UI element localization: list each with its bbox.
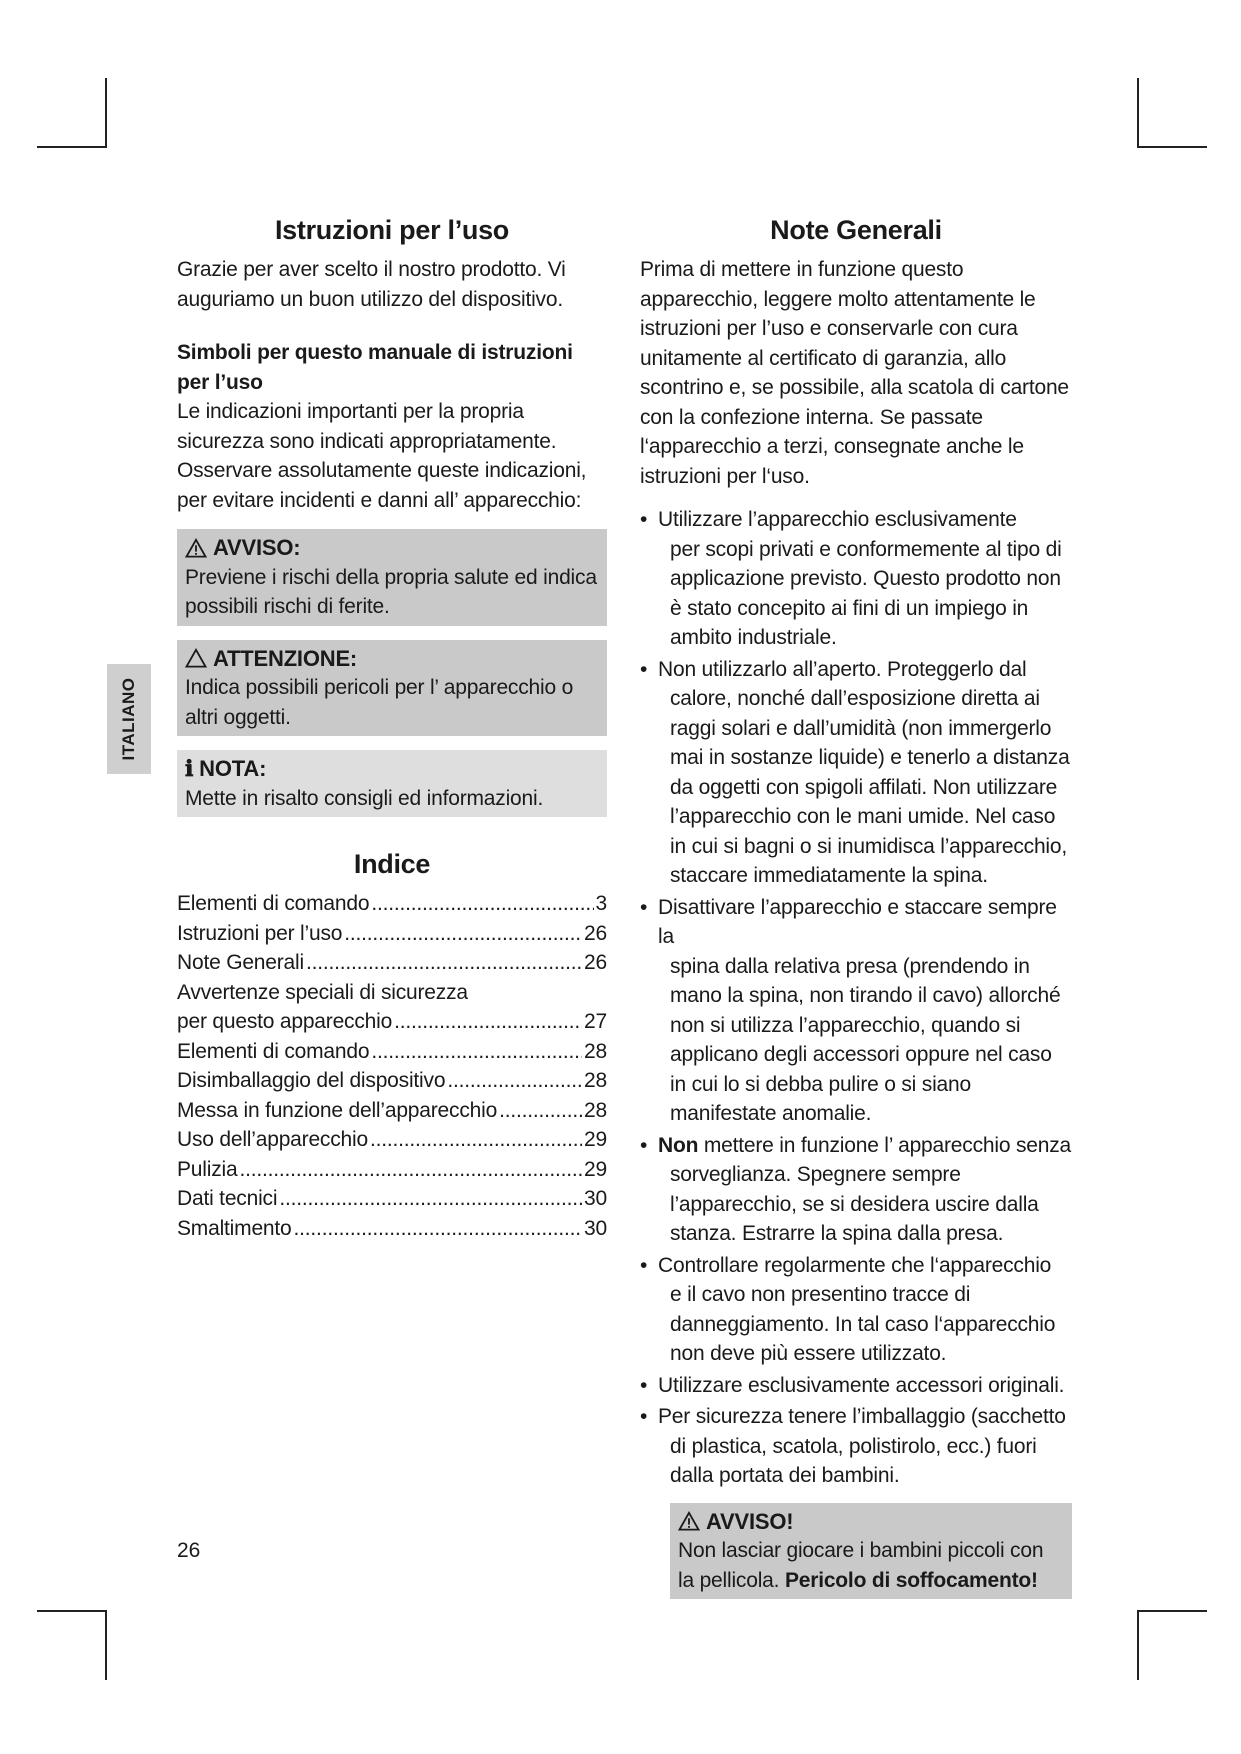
bullet-continuation: di plastica, scatola, polistirolo, ecc.) fuori dalla portata dei bambini. <box>670 1434 1037 1487</box>
toc-label: Smaltimento <box>177 1216 292 1240</box>
crop-mark-top-left-vertical <box>105 78 107 148</box>
toc-leader-dots <box>394 1007 582 1037</box>
crop-mark-bottom-right-horizontal <box>1137 1610 1207 1612</box>
avviso-children-text-normal: Non lasciar giocare i bambini piccoli con la pellicola. <box>678 1539 1044 1592</box>
toc-row <box>177 1066 607 1096</box>
toc-leader-dots <box>371 889 593 919</box>
toc-row <box>177 978 607 1008</box>
toc-row <box>177 1125 607 1155</box>
symbols-text: Le indicazioni importanti per la propria sicurezza sono indicati appropriatamente. Osservare assolutamente queste indicazioni, per evitare incidenti e danni all’ apparecchio: <box>177 400 587 512</box>
warning-triangle-icon <box>678 1511 700 1531</box>
instructions-title: Istruzioni per l’uso <box>274 215 510 245</box>
toc-row <box>177 889 607 919</box>
bullet-continuation: spina dalla relativa presa (prendendo in mano la spina, non tirando il cavo) allorché non si utilizza l’apparecchio, quando si applicano degli accessori oppure nel caso in cui lo si debba pulire o si siano manifestate anomalie. <box>670 954 1061 1125</box>
toc-page-number: 26 <box>584 951 607 974</box>
bullet-first-line: mettere in funzione l’ apparecchio senza <box>698 1133 1071 1157</box>
toc-label: Avvertenze speciali di sicurezza <box>177 980 468 1004</box>
bullet-first-line: Controllare regolarmente che l‘apparecchio <box>658 1253 1052 1277</box>
attenzione-box <box>177 640 607 737</box>
toc-label: Istruzioni per l’uso <box>177 921 343 945</box>
toc-leader-dots <box>239 1155 582 1185</box>
toc-leader-dots <box>306 948 582 978</box>
toc-row <box>177 1184 607 1214</box>
crop-mark-top-right-vertical <box>1137 78 1139 148</box>
attenzione-text: Indica possibili pericoli per l’ apparecchio o altri oggetti. <box>185 676 574 729</box>
avviso-text: Previene i rischi della propria salute ed indica possibili rischi di ferite. <box>185 565 597 618</box>
toc-row <box>177 1214 607 1244</box>
language-side-tab <box>107 664 151 774</box>
info-icon: ℹ <box>185 756 194 781</box>
left-column <box>177 213 607 1243</box>
avviso-children-box <box>670 1503 1072 1600</box>
toc-page-number: 29 <box>584 1157 607 1181</box>
bullet-first-line: Per sicurezza tenere l’imballaggio (sacchetto <box>658 1405 1066 1428</box>
safety-bullet-item <box>640 1371 1072 1401</box>
bullet-first-line: Non utilizzarlo all’aperto. Proteggerlo dal <box>658 657 1027 681</box>
safety-bullet-item <box>640 1131 1072 1249</box>
avviso-children-text-bold: Pericolo di soffocamento! <box>784 1568 1038 1592</box>
safety-bullet-item <box>640 1251 1072 1369</box>
attenzione-title: ATTENZIONE: <box>213 645 358 671</box>
caution-triangle-icon <box>185 648 207 668</box>
toc-row <box>177 1007 607 1037</box>
toc-leader-dots <box>344 919 582 949</box>
general-notes-intro: Prima di mettere in funzione questo apparecchio, leggere molto attentamente le istruzioni per l’uso e conservarle con cura unitamente al certificato di garanzia, allo scontrino e, se possibile, alla scatola di cartone con la confezione interna. Se passate l‘apparecchio a terzi, consegnate anche le istruzioni per l‘uso. <box>640 258 1069 488</box>
toc-page-number: 29 <box>584 1128 607 1151</box>
index-title: Indice <box>353 849 431 879</box>
language-label: ITALIANO <box>119 677 138 761</box>
crop-mark-bottom-right-vertical <box>1137 1610 1139 1680</box>
avviso-box <box>177 529 607 626</box>
bullet-bold-text: Non <box>658 1133 699 1157</box>
crop-mark-top-right-horizontal <box>1137 146 1207 148</box>
toc-page-number: 28 <box>584 1098 607 1122</box>
bullet-continuation: sorveglianza. Spegnere sempre l’apparecchio, se si desidera uscire dalla stanza. Estrarre la spina dalla presa. <box>670 1163 1039 1245</box>
warning-triangle-icon <box>185 538 207 558</box>
general-notes-title: Note Generali <box>770 215 942 245</box>
bullet-continuation: per scopi privati e conformemente al tipo di applicazione previsto. Questo prodotto non è stato concepito ai fini di un impiego in ambito industriale. <box>670 537 1062 649</box>
nota-title: NOTA: <box>199 756 267 781</box>
safety-bullet-list <box>640 505 1072 1491</box>
crop-mark-bottom-left-horizontal <box>37 1610 107 1612</box>
nota-box <box>177 750 607 817</box>
toc-row <box>177 1096 607 1126</box>
bullet-first-line: Utilizzare esclusivamente accessori originali. <box>658 1373 1065 1397</box>
avviso-title: AVVISO: <box>213 535 301 560</box>
toc-label: Pulizia <box>177 1157 238 1181</box>
toc-page-number: 27 <box>584 1010 607 1033</box>
toc-leader-dots <box>294 1214 583 1244</box>
toc-label: Note Generali <box>177 951 304 974</box>
toc-page-number: 30 <box>584 1187 607 1210</box>
toc-leader-dots <box>279 1184 582 1214</box>
nota-text: Mette in risalto consigli ed informazioni. <box>185 786 544 810</box>
toc-page-number: 26 <box>584 921 607 945</box>
crop-mark-bottom-left-vertical <box>105 1610 107 1680</box>
safety-bullet-item <box>640 893 1072 1129</box>
toc-label: Disimballaggio del dispositivo <box>177 1069 446 1092</box>
toc-page-number: 3 <box>595 892 607 915</box>
avviso-children-title: AVVISO! <box>706 1508 794 1534</box>
toc-leader-dots <box>499 1096 582 1126</box>
safety-bullet-item <box>640 505 1072 653</box>
toc-leader-dots <box>371 1037 582 1067</box>
toc-label: Elementi di comando <box>177 1039 370 1063</box>
table-of-contents <box>177 889 607 1243</box>
bullet-continuation: calore, nonché dall’esposizione diretta ai raggi solari e dall’umidità (non immergerlo mai in sostanze liquide) e tenerlo a distanza da oggetti con spigoli affilati. Non utilizzare l’apparecchio con le mani umide. Nel caso in cui si bagni o si inumidisca l’apparecchio, staccare immediatamente la spina. <box>670 687 1070 887</box>
avviso-children-text <box>678 1536 1064 1595</box>
toc-label: Dati tecnici <box>177 1187 278 1210</box>
crop-mark-top-left-horizontal <box>37 146 107 148</box>
toc-label: per questo apparecchio <box>177 1010 393 1033</box>
intro-text: Grazie per aver scelto il nostro prodotto. Vi auguriamo un buon utilizzo del dispositivo. <box>177 258 566 311</box>
toc-label: Elementi di comando <box>177 892 370 915</box>
toc-page-number: 28 <box>584 1039 607 1063</box>
toc-row <box>177 948 607 978</box>
symbols-heading: Simboli per questo manuale di istruzioni per l’uso <box>177 341 573 394</box>
toc-label: Messa in funzione dell’apparecchio <box>177 1098 498 1122</box>
right-column <box>640 213 1072 1599</box>
toc-row <box>177 1155 607 1185</box>
toc-leader-dots <box>370 1125 582 1155</box>
safety-bullet-item <box>640 1402 1072 1491</box>
toc-page-number: 28 <box>584 1069 607 1092</box>
bullet-first-line: Utilizzare l’apparecchio esclusivamente <box>658 508 1017 531</box>
bullet-first-line: Disattivare l’apparecchio e staccare sempre la <box>658 895 1057 948</box>
toc-row <box>177 1037 607 1067</box>
toc-row <box>177 919 607 949</box>
bullet-continuation: e il cavo non presentino tracce di danneggiamento. In tal caso l‘apparecchio non deve più essere utilizzato. <box>670 1283 1056 1365</box>
toc-label: Uso dell’apparecchio <box>177 1128 368 1151</box>
toc-leader-dots <box>447 1066 582 1096</box>
page-number: 26 <box>177 1539 201 1562</box>
toc-page-number: 30 <box>584 1216 607 1240</box>
safety-bullet-item <box>640 655 1072 891</box>
